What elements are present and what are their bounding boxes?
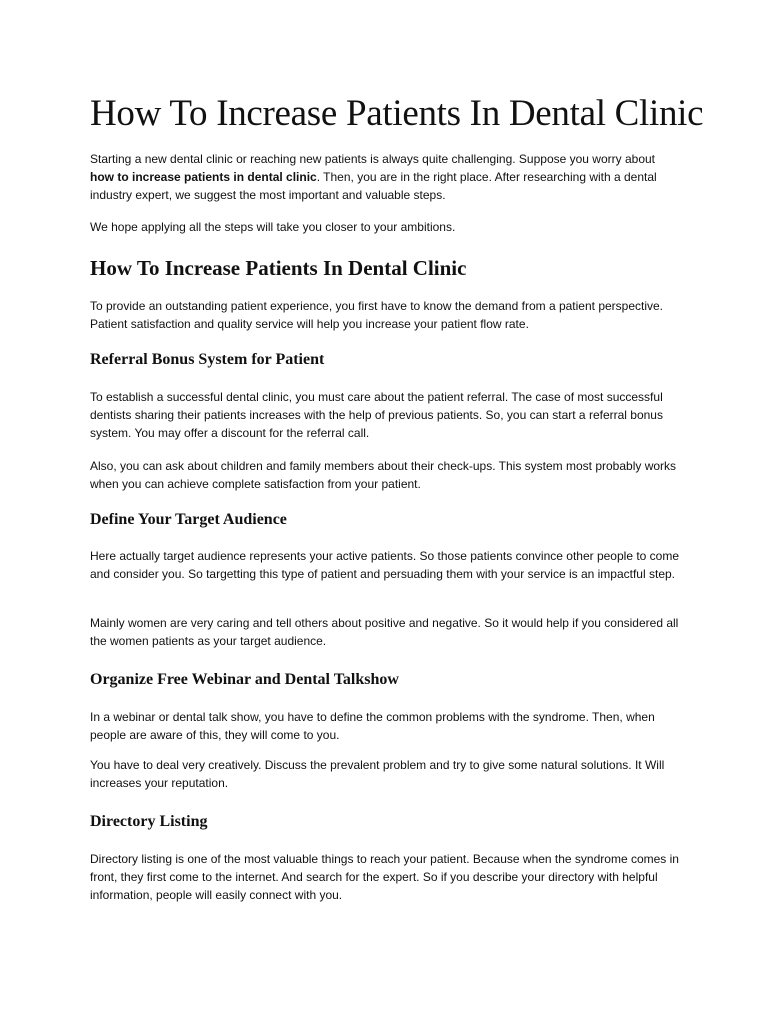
referral-heading: Referral Bonus System for Patient <box>90 351 325 368</box>
webinar-paragraph-1: In a webinar or dental talk show, you have to define the common problems with the syndrome. Then, when people are aware of this, they will come to you. <box>90 710 655 742</box>
webinar-paragraph-2: You have to deal very creatively. Discuss the prevalent problem and try to give some natural solutions. It Will increases your reputation. <box>90 758 665 790</box>
directory-paragraph-1: Directory listing is one of the most valuable things to reach your patient. Because when the syndrome comes in front, they first come to the internet. And search for the expert. So if you describe your directory with helpful information, people will easily connect with you. <box>90 852 679 902</box>
intro-paragraph-2: We hope applying all the steps will take you closer to your ambitions. <box>90 220 456 234</box>
intro-text-end: . Then, you are in the right place. After researching with a dental industry expert, we suggest the most important and valuable steps. <box>90 170 657 202</box>
referral-paragraph-1: To establish a successful dental clinic, you must care about the patient referral. The case of most successful dentists sharing their patients increases with the help of previous patients. So, you can start a referral bonus system. You may offer a discount for the referral call. <box>90 390 663 440</box>
section-heading: How To Increase Patients In Dental Clinic <box>90 256 467 280</box>
intro-text-start: Starting a new dental clinic or reaching new patients is always quite challenging. Suppose you worry about <box>90 152 655 166</box>
section-paragraph: To provide an outstanding patient experience, you first have to know the demand from a patient perspective. Patient satisfaction and quality service will help you increase your patient flow rate. <box>90 299 664 331</box>
intro-bold-keyword: how to increase patients in dental clinic <box>90 170 317 184</box>
audience-paragraph-1: Here actually target audience represents your active patients. So those patients convince other people to come and consider you. So targetting this type of patient and persuading them with your service is an impactful step. <box>90 549 680 581</box>
webinar-heading: Organize Free Webinar and Dental Talkshow <box>90 671 399 688</box>
directory-heading: Directory Listing <box>90 813 208 830</box>
audience-paragraph-2: Mainly women are very caring and tell others about positive and negative. So it would help if you considered all the women patients as your target audience. <box>90 616 679 648</box>
audience-heading: Define Your Target Audience <box>90 511 287 528</box>
intro-paragraph <box>90 150 682 204</box>
document-title: How To Increase Patients In Dental Clinic <box>90 93 704 134</box>
referral-paragraph-2: Also, you can ask about children and family members about their check-ups. This system most probably works when you can achieve complete satisfaction from your patient. <box>90 459 677 491</box>
